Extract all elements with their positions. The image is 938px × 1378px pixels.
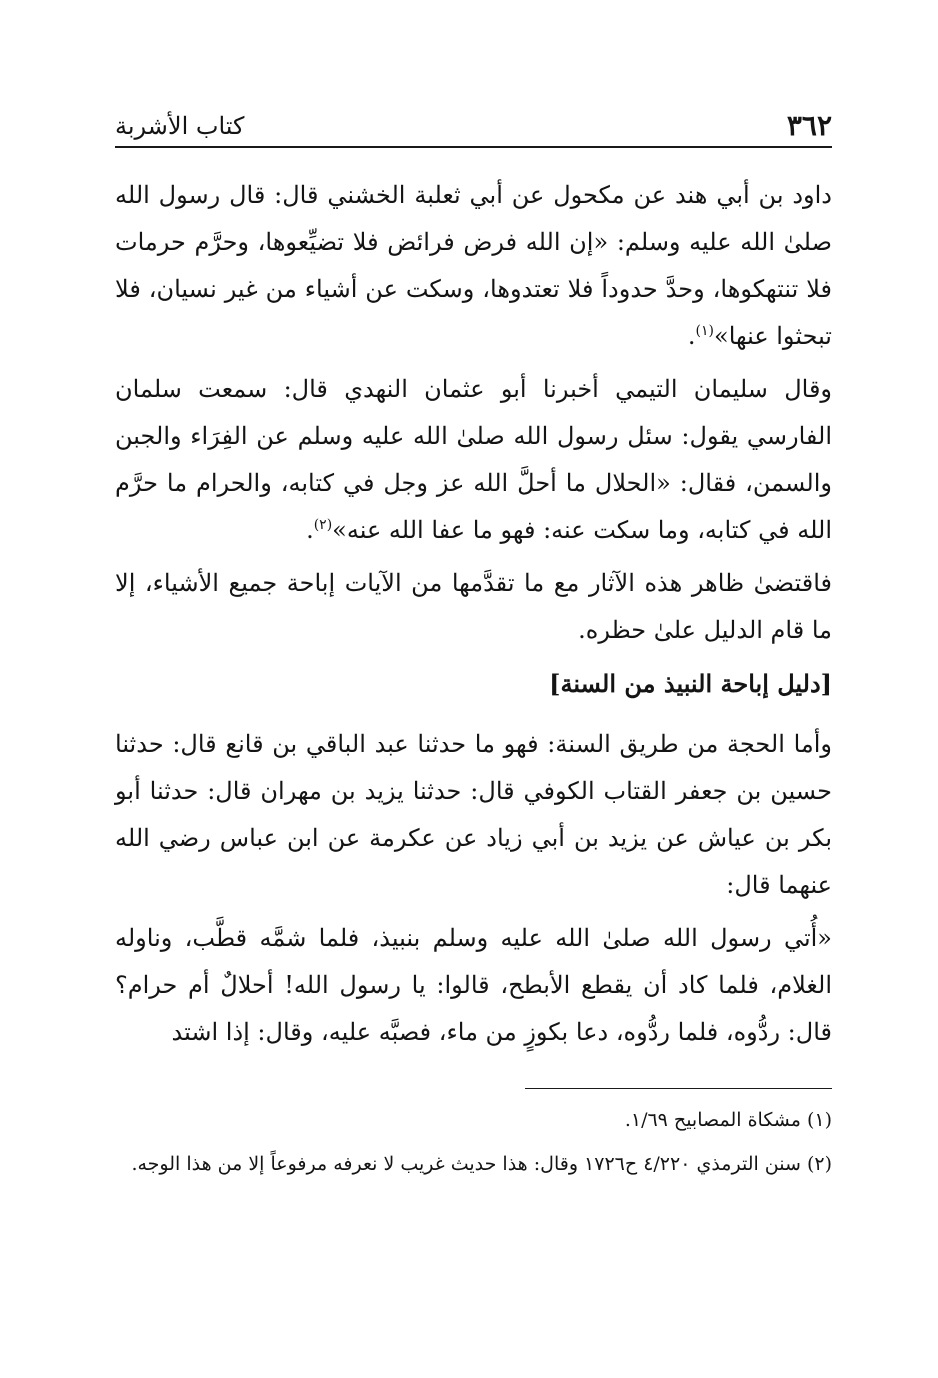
paragraph-text: وأما الحجة من طريق السنة: فهو ما حدثنا عبد الباقي بن قانع قال: حدثنا حسين بن جعفر القتاب الكوفي قال: حدثنا يزيد بن مهران قال: حدثنا أبو بكر بن عياش عن يزيد بن أبي زياد عن عكرمة عن ابن عباس رضي الله عنهما قال: (115, 730, 832, 899)
footnote-2 (115, 1144, 832, 1184)
footnote-number: (٢) (806, 1153, 832, 1175)
page-header (115, 98, 832, 148)
paragraph-text: فاقتضىٰ ظاهر هذه الآثار مع ما تقدَّمها من الآيات إباحة جميع الأشياء، إلا ما قام الدليل علىٰ حظره. (115, 569, 832, 644)
section-heading: [دليل إباحة النبيذ من السنة] (549, 669, 832, 698)
paragraph-text: «أُتي رسول الله صلىٰ الله عليه وسلم بنبيذ، فلما شمَّه قطَّب، وناوله الغلام، فلما كاد أن يقطع الأبطح، قالوا: يا رسول الله! أحلالٌ أم حرام؟ قال: ردُّوه، فلما ردُّوه، دعا بكوزٍ من ماء، فصبَّه عليه، وقال: إذا اشتد (115, 924, 832, 1046)
book-title: كتاب الأشربة (115, 112, 245, 140)
footnotes (115, 1100, 832, 1188)
footnote-1 (115, 1100, 832, 1140)
footnote-text: سنن الترمذي ٤/٢٢٠ ح١٧٢٦ وقال: هذا حديث غريب لا نعرفه مرفوعاً إلا من هذا الوجه. (131, 1153, 801, 1175)
paragraph-tail: . (687, 322, 696, 350)
paragraph-tail: . (306, 516, 314, 544)
footnote-ref-2[interactable]: (٢) (313, 517, 333, 533)
paragraph-conclusion (115, 560, 832, 654)
footnote-text: مشكاة المصابيح ١/٦٩. (624, 1109, 801, 1131)
paragraph-text: داود بن أبي هند عن مكحول عن أبي ثعلبة الخشني قال: قال رسول الله صلىٰ الله عليه وسلم: «إن الله فرض فرائض فلا تضيِّعوها، وحرَّم حرمات فلا تنتهكوها، وحدَّ حدوداً فلا تعتدوها، وسكت عن أشياء من غير نسيان، فلا تبحثوا عنها» (115, 181, 832, 350)
footnote-number: (١) (806, 1109, 832, 1131)
page-body (115, 172, 832, 1062)
paragraph-text: وقال سليمان التيمي أخبرنا أبو عثمان النهدي قال: سمعت سلمان الفارسي يقول: سئل رسول الله صلىٰ الله عليه وسلم عن الفِرَاء والجبن والسمن، فقال: «الحلال ما أحلَّ الله عز وجل في كتابه، والحرام ما حرَّم الله في كتابه، وما سكت عنه: فهو ما عفا الله عنه» (115, 375, 832, 544)
paragraph-hadith-1 (115, 172, 832, 360)
page-number: ٣٦٢ (786, 109, 832, 142)
paragraph-hadith-2 (115, 366, 832, 554)
footnote-ref-1[interactable]: (١) (695, 323, 715, 339)
paragraph-hadith-3 (115, 915, 832, 1056)
footnote-divider (525, 1088, 832, 1089)
paragraph-isnad (115, 721, 832, 909)
